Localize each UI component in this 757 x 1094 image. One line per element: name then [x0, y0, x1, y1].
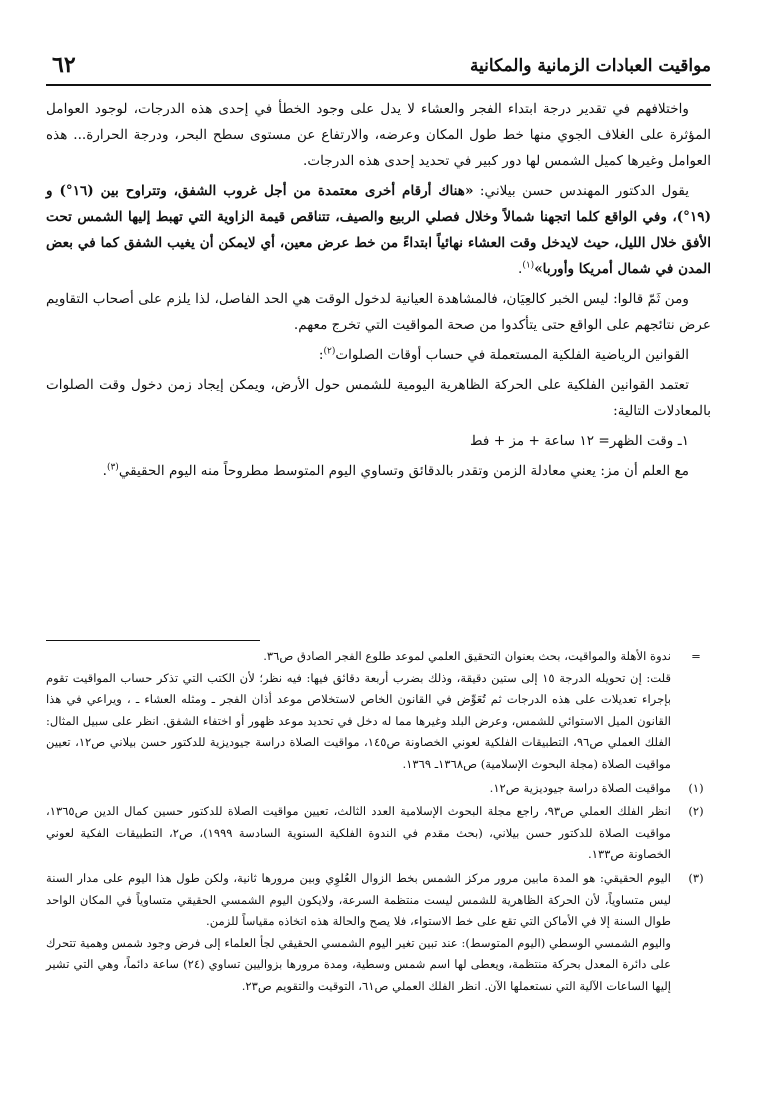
footnotes — [46, 646, 711, 1000]
footnote-3 — [46, 868, 711, 998]
paragraph: تعتمد القوانين الفلكية على الحركة الظاهرية اليومية للشمس حول الأرض، ويمكن إيجاد زمن دخول وقت الصلوات بالمعادلات التالية: — [46, 377, 711, 419]
footnote-2 — [46, 801, 711, 866]
footnote-1 — [46, 778, 711, 800]
formula: ١ـ وقت الظهر= ١٢ ساعة + مز + فط — [469, 433, 689, 449]
paragraph: ومن ثَمّ قالوا: ليس الخبر كالعِيَان، فالمشاهدة العيانية لدخول الوقت هي الحد الفاصل، لذا يلزم على أصحاب التقاويم عرض نتائجهم على الواقع حتى يتأكدوا من صحة المواقيت التي تخرج معهم. — [46, 291, 711, 333]
quotation: «هناك أرقام أخرى معتمدة من أجل غروب الشفق، وتتراوح بين (١٦°) و (١٩°)، وفي الواقع كلما اتجهنا شمالاً وخلال فصلي الربيع والصيف، تتناقص قيمة الزاوية التي تهبط إليها الشمس تحت الأفق خلال الليل، حيث لايدخل وقت العشاء نهائياً ابتداءً من خط عرض معين، أي لايمكن أن يغيب الشفق كما في بعض المدن في شمال أمريكا وأوربا» — [46, 183, 711, 277]
footnote-mark: (٣) — [688, 870, 704, 885]
footnote-text: انظر الفلك العملي ص٩٣، راجع مجلة البحوث الإسلامية العدد الثالث، تعيين مواقيت الصلاة للدكتور حسين كمال الدين ص١٣٦٥، مواقيت الصلاة للدكتور حسن بيلاني، (بحث مقدم في الندوة الفلكية السنوية السادسة ١٩٩٩)، ص٢، التطبيقات الفكية لعوني الخصاونة ص١٣٣. — [46, 804, 671, 862]
footnote-text: اليوم الحقيقي: هو المدة مابين مرور مركز الشمس بخط الزوال العُلوِي وبين مرورها ثانية، ولكن طول هذا اليوم على مدار السنة ليس متساوياً، لأن الحركة الظاهرية للشمس ليست منتظمة السرعة، ولايكون اليوم الشمسي الحقيقي متساوياً في المكان الواحد طوال السنة إلا في الأماكن التي تقع على خط الاستواء، فلا يصح والحالة هذه اتخاذه مقياساً للزمن. — [46, 870, 671, 929]
page-number: ٦٢ — [52, 52, 76, 78]
footnote-mark: (١) — [688, 780, 704, 795]
running-header — [46, 52, 711, 86]
footnote-mark: (٢) — [688, 804, 704, 819]
quote-paragraph: يقول الدكتور المهندس حسن بيلاني: «هناك أرقام أخرى معتمدة من أجل غروب الشفق، وتتراوح بين (١٦°) و (١٩°)، وفي الواقع كلما اتجهنا شمالاً وخلال فصلي الربيع والصيف، تتناقص قيمة الزاوية التي تهبط إليها الشمس تحت الأفق خلال الليل، حيث لايدخل وقت العشاء نهائياً ابتداءً من خط عرض معين، أي لايمكن أن يغيب الشفق كما في بعض المدن في شمال أمريكا وأوربا»$^{(١)}$. — [46, 183, 711, 277]
footnote-text: مواقيت الصلاة دراسة جيوديزية ص١٢. — [489, 780, 671, 795]
footnote-mark: = — [691, 649, 701, 663]
section-heading: القوانين الرياضية الفلكية المستعملة في حساب أوقات الصلوات$^{(٢)}$: — [318, 346, 689, 363]
book-page — [46, 52, 711, 1082]
footnote-text: واليوم الشمسي الوسطي (اليوم المتوسط): عند تبين تغير اليوم الشمسي الحقيقي لجأ العلماء إلى فرض وجود شمس وهمية تتحرك على دائرة المعدل بحركة منتظمة، ويعطى لها اسم شمس وسطية، ومدة مرورها بزواليين تساوي (٢٤) ساعة دائماً، وهي التي تشير إليها الساعات الآلية التي نستعملها الآن. انظر الفلك العملي ص٦١، التوقيت والتقويم ص٢٣. — [46, 935, 671, 993]
running-title: مواقيت العبادات الزمانية والمكانية — [469, 56, 711, 76]
footnote-text: قلت: إن تحويله الدرجة ١٥ إلى ستين دقيقة، وذلك بضرب أربعة دقائق فيها: فيه نظر؛ لأن الكتب التي تذكر حساب المواقيت تقوم بإجراء تعديلات على هذه الدرجات ثم تُعَوِّض في القانون الخاص لاستخلاص موعد أذان الفجر ـ ومثله العشاء ـ ، ويراعي في هذا القانون الميل الاستوائي للشمس، وعرض البلد وغيرها مما له دخل في تحديد موعد ظهور أو اختفاء الشفق. انظر على سبيل المثال: الفلك العملي ص٩٦، التطبيقات الفلكية لعوني الخصاونة ص١٤٥، مواقيت الصلاة دراسة جيوديزية للدكتور حسن بيلاني ص١٢، تعيين مواقيت الصلاة (مجلة البحوث الإسلامية) ص١٣٦٨ـ ١٣٦٩. — [46, 670, 671, 771]
paragraph: مع العلم أن مز: يعني معادلة الزمن وتقدر بالدقائق وتساوي اليوم المتوسط مطروحاً منه اليوم الحقيقي$^{(٣)}$. — [102, 462, 689, 479]
footnote-ref: (٢) — [323, 346, 336, 357]
footnote-ref: (٣) — [106, 462, 119, 473]
quote-intro: يقول الدكتور المهندس حسن بيلاني: — [473, 183, 690, 199]
footnote-continued — [46, 646, 711, 776]
footnote-text: ندوة الأهلة والمواقيت، بحث بعنوان التحقيق العلمي لموعد طلوع الفجر الصادق ص٣٦. — [263, 649, 671, 663]
footnote-separator — [46, 640, 260, 641]
paragraph: واختلافهم في تقدير درجة ابتداء الفجر والعشاء لا يدل على وجود الخطأ في إحدى هذه الدرجات، لوجود العوامل المؤثرة على الغلاف الجوي منها خط طول المكان وعرضه، والارتفاع عن مستوى سطح البحر، ودرجة الحرارة... هذه العوامل وغيرها كميل الشمس لها دور كبير في تحديد إحدى هذه الدرجات. — [46, 101, 711, 169]
main-text — [46, 96, 711, 488]
footnote-ref: (١) — [522, 260, 535, 271]
header-rule — [46, 84, 711, 86]
